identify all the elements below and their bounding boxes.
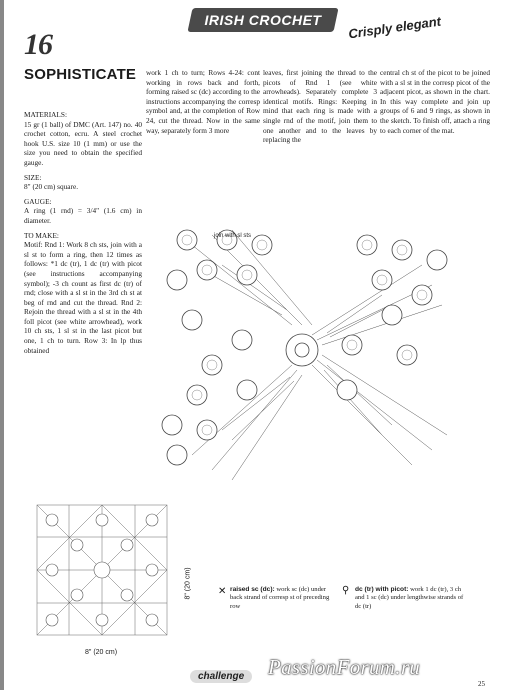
size-label: SIZE:: [24, 172, 42, 182]
legend-picot-text: work 1 dc (tr), 3 ch and 1 sc (dc) under lengthwise strands of dc (tr): [355, 586, 464, 610]
picot-symbol-icon: ⚲: [342, 585, 350, 596]
legend-raised-title: raised sc (dc):: [230, 586, 275, 593]
materials-label: MATERIALS:: [24, 110, 67, 119]
tomake-text: Motif: Rnd 1: Work 8 ch sts, join with a sl st to form a ring, then 12 times as follows: *1 dc (tr), 1 dc (tr) with picot (see instructions accompanying symbol); -3 ch count as first dc (tr) of rnd; close with a sl st in the 3rd ch st at beg of rnd and cut the thread. Rnd 2: Rejoin the thread with a sl st in the 4th foll picot (see white arrowhead), work 10 ch sts, 1 sl st in the last picot but one, 1 ch to turn. Row 3: In lp thus obtained: [24, 240, 142, 355]
materials-text: 15 gr (1 ball) of DMC (Art. 147) no. 40 crochet cotton, ecru. A steel crochet hook U.S. size 10 (1 mm) or use the size you need to obtain the specified gauge.: [24, 119, 142, 167]
height-dimension: 8" (20 cm): [184, 567, 192, 600]
join-label: join with sl sts: [214, 233, 252, 239]
instructions-column-4: [380, 68, 490, 140]
crochet-chart-diagram: [152, 215, 452, 490]
instructions-column-2: [146, 68, 260, 140]
raised-sc-symbol-icon: ✕: [218, 586, 227, 597]
pattern-number: 16: [24, 28, 52, 61]
width-dimension: 8" (20 cm): [85, 649, 118, 656]
col3-text: leaves, first joining the thread to the picots of Rnd 1 (see white arrowheads). Separately complete 3 identical motifs. Rings: Keeping in mind that each ring is made with a single rnd of the motif, join them to one another and to the leaves by replacing the: [263, 68, 377, 145]
layout-sketch: [32, 500, 172, 640]
tomake-label: TO MAKE:: [24, 230, 59, 240]
watermark: PassionForum.ru: [268, 655, 421, 679]
page-number: 25: [478, 680, 485, 688]
legend-picot-title: dc (tr) with picot:: [355, 586, 409, 593]
legend-picot: [355, 586, 465, 611]
size-text: 8" (20 cm) square.: [24, 182, 79, 192]
legend-raised-sc: [230, 586, 340, 611]
instructions-column-3: [263, 68, 377, 150]
section-banner: [187, 8, 338, 32]
publisher-logo: challenge: [190, 670, 252, 683]
gauge-label: GAUGE:: [24, 196, 52, 206]
tagline: Crisply elegant: [347, 13, 442, 42]
legend-raised-text: work sc (dc) under back strand of corresp st of preceding row: [230, 586, 330, 610]
instructions-column-1: [24, 110, 142, 360]
col2-text: work 1 ch to turn; Rows 4-24: cont working in rows back and forth, forming raised sc (dc) according to the instructions accompanying the corresp symbol and, at the completion of Row 24, cut the thread. Now in the same way, separately form 3 more: [146, 68, 260, 135]
pattern-title: SOPHISTICATE: [24, 66, 137, 83]
page-binding-edge: [0, 0, 4, 690]
gauge-text: A ring (1 rnd) = 3/4" (1.6 cm) in diameter.: [24, 206, 142, 225]
col4-text: central ch st of the picot to be joined with a sl st in the corresp picot of the adjacent picot, as shown in the chart. In this way complete and join up groups of 6 and 9 rings, as shown in the sketch. To finish off, attach a ring to each corner of the mat.: [380, 68, 490, 135]
section-banner-text: IRISH CROCHET: [204, 12, 322, 28]
